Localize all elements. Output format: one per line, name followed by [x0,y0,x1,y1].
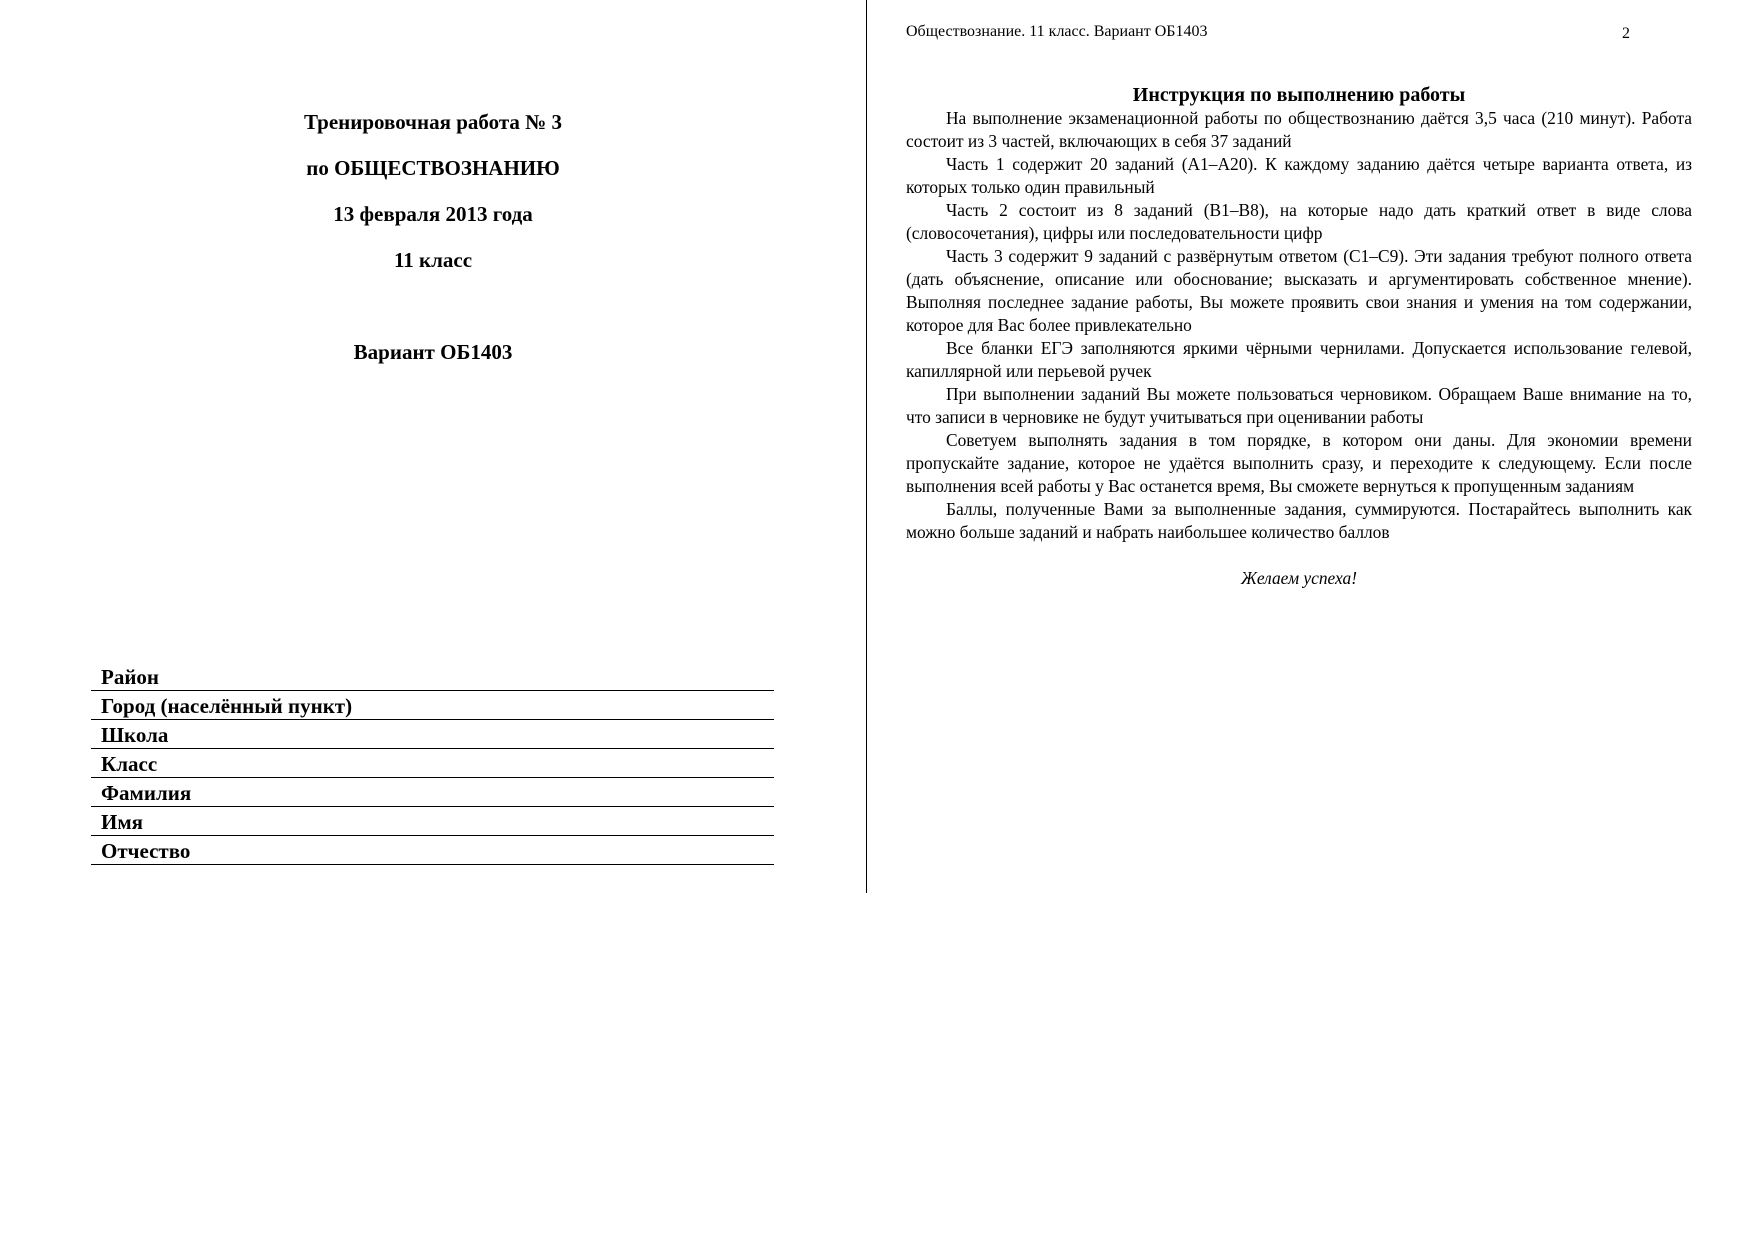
field-label: Фамилия [101,781,192,805]
variant-label: Вариант ОБ1403 [353,340,513,364]
field-label: Класс [101,752,158,776]
field-class[interactable] [91,749,774,778]
field-patronymic[interactable] [91,836,774,865]
paragraph: На выполнение экзаменационной работы по обществознанию даётся 3,5 часа (210 минут). Работа состоит из 3 частей, включающих в себя 37 заданий [906,108,1692,151]
paragraph: Все бланки ЕГЭ заполняются яркими чёрными чернилами. Допускается использование гелевой, капиллярной или перьевой ручек [906,338,1692,381]
subject-title: по ОБЩЕСТВОЗНАНИЮ [306,156,560,180]
paragraph: Часть 3 содержит 9 заданий с развёрнутым ответом (С1–С9). Эти задания требуют полного ответа (дать объяснение, описание или обоснование; высказать и аргументировать собственное мнение). Выполняя последнее задание работы, Вы можете проявить свои знания и умения на том содержании, которое для Вас более привлекательно [906,246,1692,335]
field-name[interactable] [91,807,774,836]
field-surname[interactable] [91,778,774,807]
field-label: Район [101,665,160,689]
field-label: Школа [101,723,169,747]
grade-label: 11 класс [393,248,473,272]
field-city[interactable] [91,691,774,720]
exam-date: 13 февраля 2013 года [333,202,533,226]
paragraph: Часть 2 состоит из 8 заданий (В1–В8), на которые надо дать краткий ответ в виде слова (словосочетания), цифры или последовательности цифр [906,200,1692,243]
field-label: Город (населённый пункт) [101,694,353,718]
paragraph: Часть 1 содержит 20 заданий (А1–А20). К каждому заданию даётся четыре варианта ответа, из которых только один правильный [906,154,1692,197]
paragraph: Советуем выполнять задания в том порядке, в котором они даны. Для экономии времени пропускайте задание, которое не удаётся выполнить сразу, и переходите к следующему. Если после выполнения всей работы у Вас останется время, Вы сможете вернуться к пропущенным заданиям [906,430,1692,496]
field-district[interactable] [91,662,774,691]
page-number: 2 [1622,25,1630,42]
field-school[interactable] [91,720,774,749]
instructions-page [906,0,1692,900]
paragraph: Баллы, полученные Вами за выполненные задания, суммируются. Постарайтесь выполнить как можно больше заданий и набрать наибольшее количество баллов [906,499,1692,542]
instructions-body [906,107,1692,590]
field-label: Отчество [101,839,191,863]
page-divider [866,0,867,893]
instructions-title: Инструкция по выполнению работы [1132,84,1466,106]
title-page [0,0,866,900]
field-label: Имя [101,810,143,834]
paragraph: При выполнении заданий Вы можете пользоваться черновиком. Обращаем Ваше внимание на то, что записи в черновике не будут учитываться при оценивании работы [906,384,1692,427]
closing-wish: Желаем успеха! [1240,568,1358,588]
work-title: Тренировочная работа № 3 [303,110,563,134]
running-header: Обществознание. 11 класс. Вариант ОБ1403 [906,23,1208,40]
